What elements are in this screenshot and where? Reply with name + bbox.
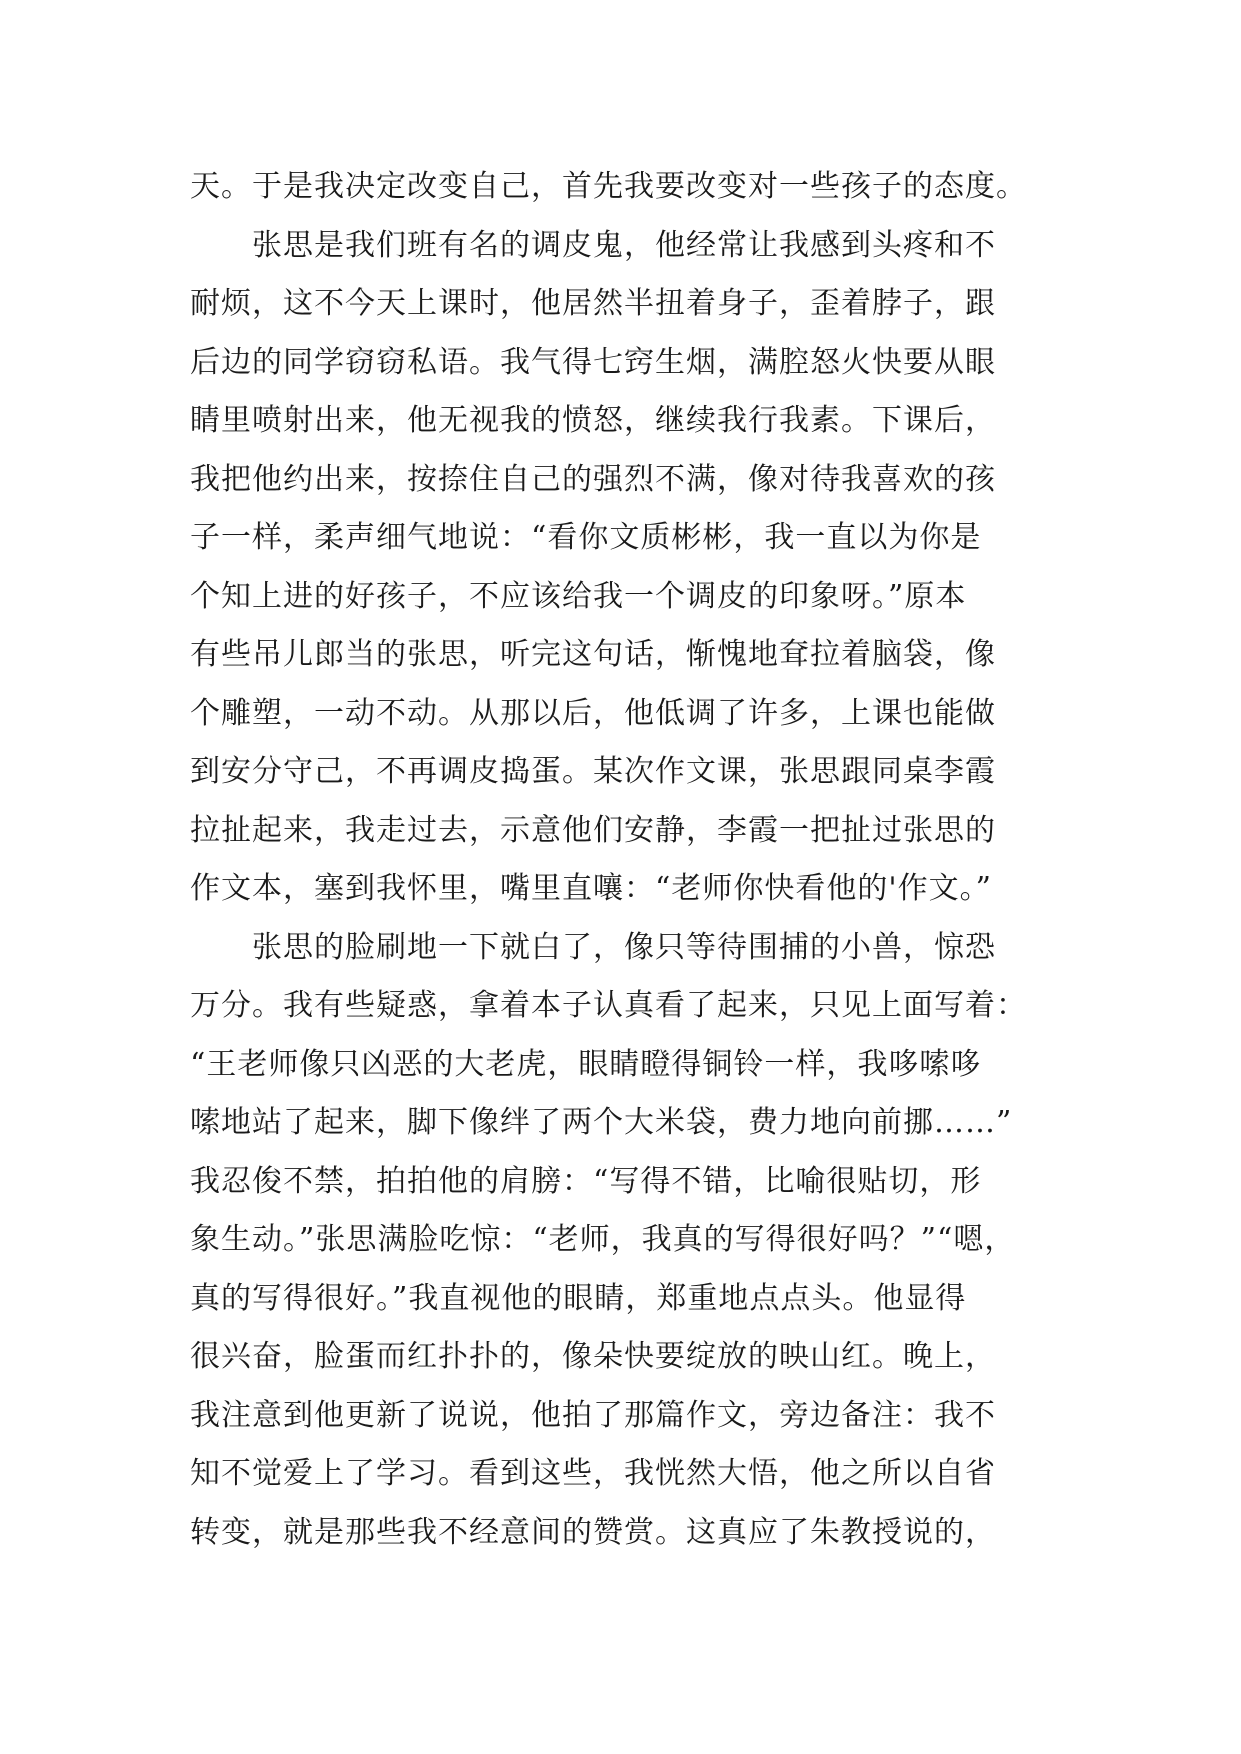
- text-line: 拉扯起来，我走过去，示意他们安静，李霞一把扯过张思的: [190, 812, 996, 848]
- text-line: 天。于是我决定改变自己，首先我要改变对一些孩子的态度。: [190, 169, 1027, 204]
- text-line: 转变，就是那些我不经意间的赞赏。这真应了朱教授说的，: [190, 1514, 996, 1550]
- paragraph-start-line: 张思是我们班有名的调皮鬼，他经常让我感到头疼和不: [252, 227, 996, 263]
- text-line: 真的写得很好。”我直视他的眼睛，郑重地点点头。他显得: [190, 1280, 967, 1316]
- text-line: 象生动。”张思满脸吃惊：“老师，我真的写得很好吗？”“嗯，: [190, 1222, 1016, 1257]
- text-line: 我把他约出来，按捺住自己的强烈不满，像对待我喜欢的孩: [190, 461, 996, 497]
- text-line: 万分。我有些疑惑，拿着本子认真看了起来，只见上面写着：: [190, 988, 1027, 1023]
- text-line: 作文本，塞到我怀里，嘴里直嚷：“老师你快看他的'作文。”: [190, 871, 992, 906]
- body-text: [190, 158, 1070, 1562]
- paragraph-start-line: 张思的脸刷地一下就白了，像只等待围捕的小兽，惊恐: [252, 929, 996, 965]
- text-line: 我忍俊不禁，拍拍他的肩膀：“写得不错，比喻很贴切，形: [190, 1163, 982, 1199]
- text-line: 睛里喷射出来，他无视我的愤怒，继续我行我素。下课后，: [190, 403, 996, 438]
- text-line: 个雕塑，一动不动。从那以后，他低调了许多，上课也能做: [190, 695, 996, 731]
- text-line: 到安分守己，不再调皮捣蛋。某次作文课，张思跟同桌李霞: [190, 754, 996, 789]
- text-line: 后边的同学窃窃私语。我气得七窍生烟，满腔怒火快要从眼: [190, 344, 996, 380]
- text-line: 我注意到他更新了说说，他拍了那篇作文，旁边备注：我不: [190, 1397, 996, 1433]
- text-line: 子一样，柔声细气地说：“看你文质彬彬，我一直以为你是: [190, 520, 982, 555]
- text-line: “王老师像只凶恶的大老虎，眼睛瞪得铜铃一样，我哆嗦哆: [190, 1046, 982, 1082]
- text-line: 嗦地站了起来，脚下像绊了两个大米袋，费力地向前挪……”: [190, 1105, 1013, 1140]
- text-line: 很兴奋，脸蛋而红扑扑的，像朵快要绽放的映山红。晚上，: [190, 1339, 996, 1374]
- text-line: 个知上进的好孩子，不应该给我一个调皮的印象呀。”原本: [190, 578, 967, 614]
- text-line: 有些吊儿郎当的张思，听完这句话，惭愧地耷拉着脑袋，像: [190, 637, 996, 672]
- text-line: 耐烦，这不今天上课时，他居然半扭着身子，歪着脖子，跟: [190, 286, 996, 321]
- text-line: 知不觉爱上了学习。看到这些，我恍然大悟，他之所以自省: [190, 1456, 996, 1491]
